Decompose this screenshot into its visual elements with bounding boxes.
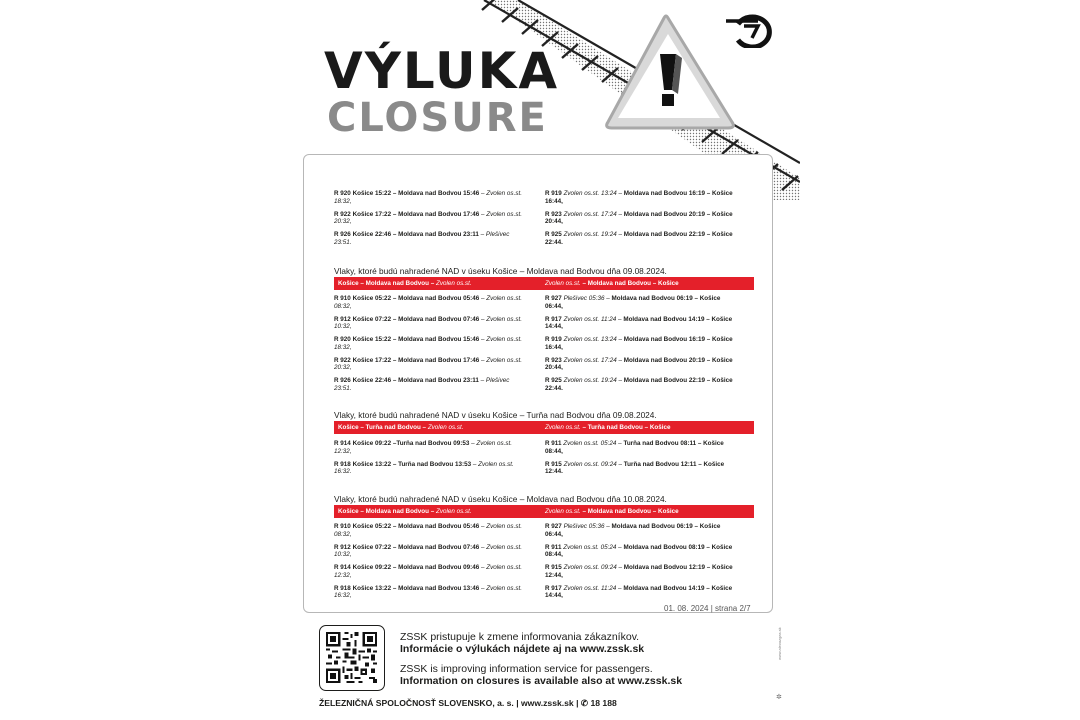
train-row: R 919 Zvolen os.st. 13:24 – Moldava nad Bodvou 16:19 – Košice 16:44, — [545, 190, 733, 205]
top-right-column — [545, 190, 748, 252]
train-row: R 912 Košice 07:22 – Moldava nad Bodvou 07:46 – Zvolen os.st. 10:32, — [334, 315, 522, 331]
train-row: R 917 Zvolen os.st. 11:24 – Moldava nad Bodvou 14:19 – Košice 14:44, — [545, 584, 733, 600]
zssk-logo-icon — [724, 12, 774, 48]
train-row: R 917 Zvolen os.st. 11:24 – Moldava nad Bodvou 14:19 – Košice 14:44, — [545, 315, 733, 331]
train-row: R 914 Košice 09:22 – Moldava nad Bodvou 09:46 – Zvolen os.st. 12:32, — [334, 564, 522, 579]
train-row: R 915 Zvolen os.st. 09:24 – Turňa nad Bodvou 12:11 – Košice 12:44. — [545, 460, 725, 476]
title-sk: VÝLUKA — [324, 42, 560, 100]
train-row: R 910 Košice 05:22 – Moldava nad Bodvou 05:46 – Zvolen os.st. 08:32, — [334, 523, 522, 538]
train-row: R 910 Košice 05:22 – Moldava nad Bodvou 05:46 – Zvolen os.st. 08:32, — [334, 295, 522, 310]
info-sk-link[interactable]: Informácie o výlukách nájdete aj na www.zssk.sk — [400, 643, 645, 655]
gear-icon: ✲ — [776, 694, 782, 701]
train-row: R 911 Zvolen os.st. 05:24 – Turňa nad Bodvou 08:11 – Košice 08:44, — [545, 440, 724, 455]
train-row: R 920 Košice 15:22 – Moldava nad Bodvou 15:46 – Zvolen os.st. 18:32, — [334, 336, 522, 351]
train-row: R 911 Zvolen os.st. 05:24 – Moldava nad Bodvou 08:19 – Košice 08:44, — [545, 543, 733, 559]
info-en-link[interactable]: Information on closures is available also at www.zssk.sk — [400, 675, 683, 687]
train-row: R 920 Košice 15:22 – Moldava nad Bodvou 15:46 – Zvolen os.st. 18:32, — [334, 190, 522, 205]
info-sk-line: ZSSK pristupuje k zmene informovania zákazníkov. — [400, 631, 640, 643]
section-title: Vlaky, ktoré budú nahradené NAD v úseku Košice – Turňa nad Bodvou dňa 09.08.2024. — [334, 410, 657, 420]
timetable-panel — [303, 154, 773, 613]
company-footer: ŽELEZNIČNÁ SPOLOČNOSŤ SLOVENSKO, a. s. | www.zssk.sk | ✆ 18 188 — [319, 698, 617, 708]
section-route-bar: Košice – Turňa nad Bodvou – Zvolen os.st. Zvolen os.st. – Turňa nad Bodvou – Košice — [334, 421, 754, 434]
info-en-line: ZSSK is improving information service for passengers. — [400, 663, 653, 675]
title-en: CLOSURE — [327, 95, 548, 141]
train-row: R 922 Košice 17:22 – Moldava nad Bodvou 17:46 – Zvolen os.st. 20:32, — [334, 210, 522, 226]
train-row: R 923 Zvolen os.st. 17:24 – Moldava nad Bodvou 20:19 – Košice 20:44, — [545, 210, 733, 226]
page-info: 01. 08. 2024 | strana 2/7 — [664, 604, 751, 613]
train-row: R 925 Zvolen os.st. 19:24 – Moldava nad Bodvou 22:19 – Košice 22:44. — [545, 231, 733, 246]
train-row: R 912 Košice 07:22 – Moldava nad Bodvou 07:46 – Zvolen os.st. 10:32, — [334, 543, 522, 559]
train-row: R 926 Košice 22:46 – Moldava nad Bodvou 23:11 – Plešivec 23:51. — [334, 231, 510, 246]
train-row: R 922 Košice 17:22 – Moldava nad Bodvou 17:46 – Zvolen os.st. 20:32, — [334, 356, 522, 372]
train-row: R 919 Zvolen os.st. 13:24 – Moldava nad Bodvou 16:19 – Košice 16:44, — [545, 336, 733, 351]
train-row: R 918 Košice 13:22 – Moldava nad Bodvou 13:46 – Zvolen os.st. 16:32, — [334, 584, 522, 600]
train-row: R 923 Zvolen os.st. 17:24 – Moldava nad Bodvou 20:19 – Košice 20:44, — [545, 356, 733, 372]
train-row: R 918 Košice 13:22 – Turňa nad Bodvou 13:53 – Zvolen os.st. 16:32. — [334, 460, 514, 476]
train-row: R 927 Plešivec 05:36 – Moldava nad Bodvou 06:19 – Košice 06:44, — [545, 295, 721, 310]
section-title: Vlaky, ktoré budú nahradené NAD v úseku Košice – Moldava nad Bodvou dňa 10.08.2024. — [334, 494, 667, 504]
qr-code-icon[interactable] — [319, 625, 385, 691]
design-credit: www.alevazgas.sk — [777, 627, 782, 660]
train-row: R 925 Zvolen os.st. 19:24 – Moldava nad Bodvou 22:19 – Košice 22:44. — [545, 377, 733, 392]
train-row: R 915 Zvolen os.st. 09:24 – Moldava nad Bodvou 12:19 – Košice 12:44, — [545, 564, 733, 579]
train-row: R 926 Košice 22:46 – Moldava nad Bodvou 23:11 – Plešivec 23:51. — [334, 377, 510, 392]
top-left-column — [334, 190, 537, 252]
train-row: R 927 Plešivec 05:36 – Moldava nad Bodvou 06:19 – Košice 06:44, — [545, 523, 721, 538]
section-title: Vlaky, ktoré budú nahradené NAD v úseku Košice – Moldava nad Bodvou dňa 09.08.2024. — [334, 266, 667, 276]
train-row: R 914 Košice 09:22 –Turňa nad Bodvou 09:53 – Zvolen os.st. 12:32, — [334, 440, 513, 455]
section-route-bar: Košice – Moldava nad Bodvou – Zvolen os.st. Zvolen os.st. – Moldava nad Bodvou – Košice — [334, 277, 754, 290]
section-route-bar: Košice – Moldava nad Bodvou – Zvolen os.st. Zvolen os.st. – Moldava nad Bodvou – Košice — [334, 505, 754, 518]
